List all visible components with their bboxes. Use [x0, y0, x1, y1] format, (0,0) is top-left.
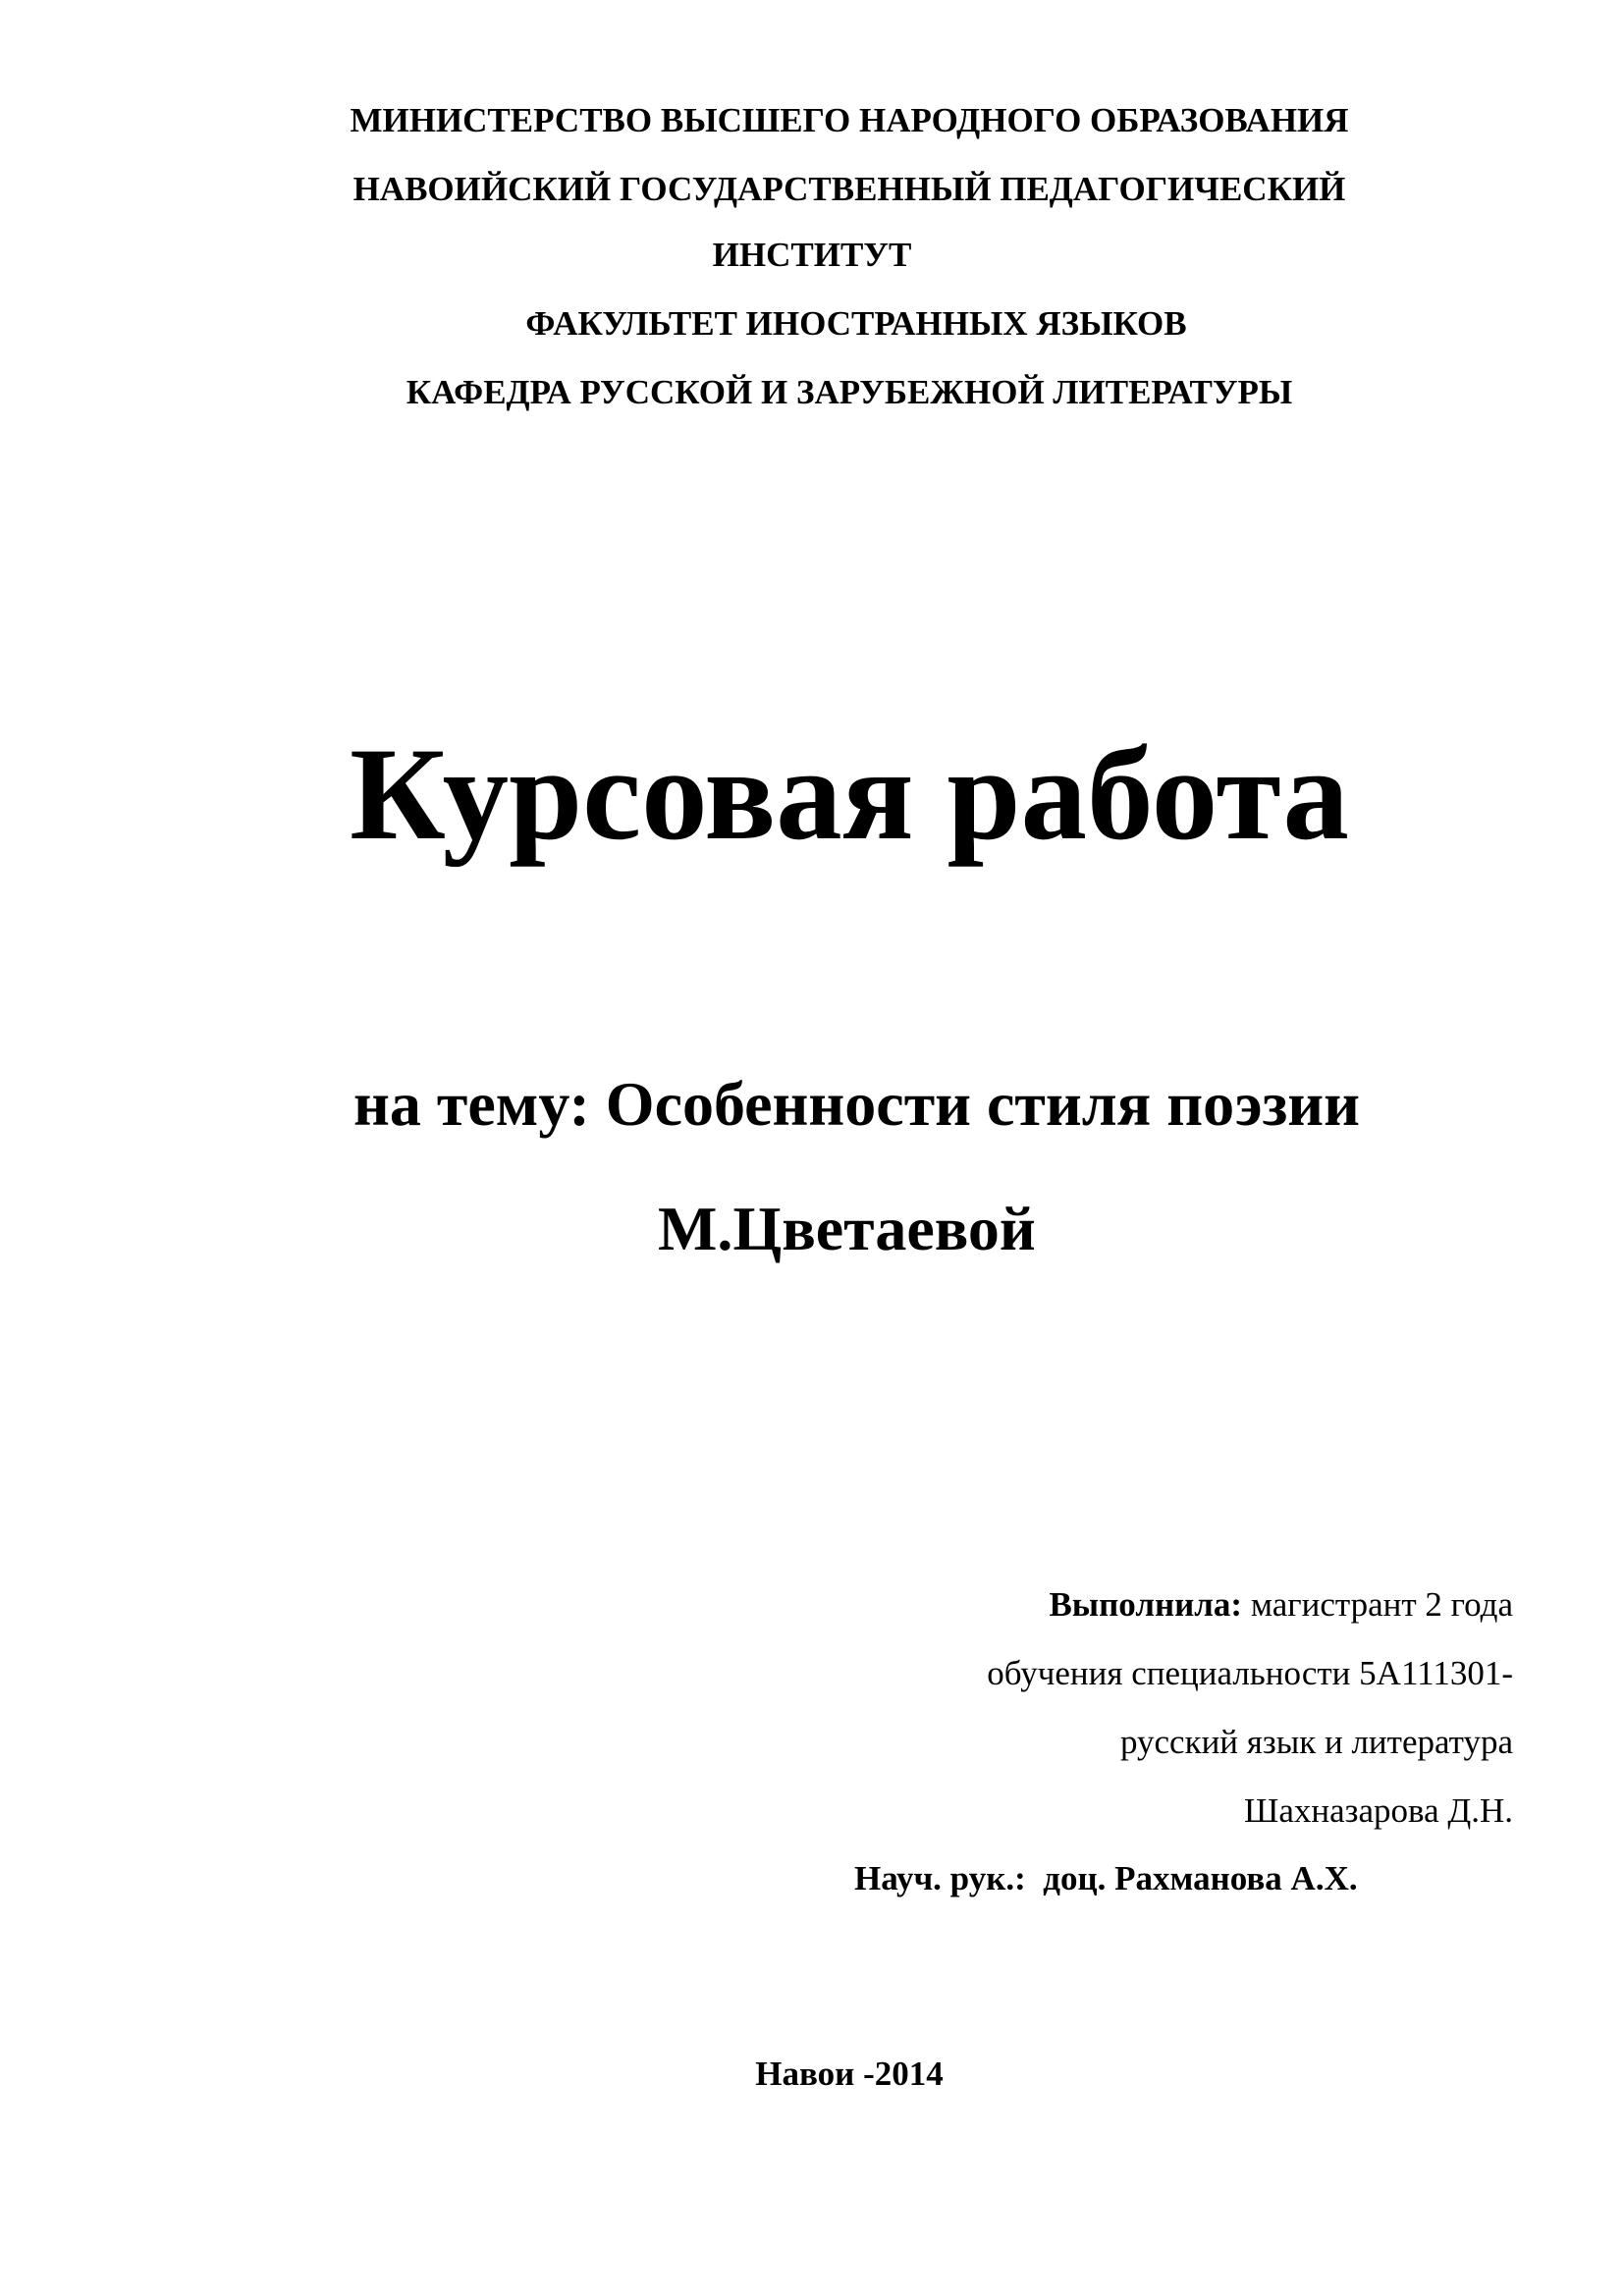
ministry-line: МИНИСТЕРСТВО ВЫСШЕГО НАРОДНОГО ОБРАЗОВАНИЯ	[350, 101, 1349, 139]
institute-line: НАВОИЙСКИЙ ГОСУДАРСТВЕННЫЙ ПЕДАГОГИЧЕСКИЙ	[352, 170, 1346, 208]
author-label: Выполнила:	[1049, 1585, 1243, 1624]
author-line-1	[1049, 1583, 1513, 1627]
author-name: Шахназарова Д.Н.	[1244, 1791, 1513, 1830]
topic-line-2: М.Цветаевой	[658, 1194, 1036, 1263]
document-title: Курсовая работа	[350, 721, 1349, 868]
author-line-3: русский язык и литература	[1119, 1723, 1513, 1761]
city-year: Навои -2014	[755, 2055, 944, 2093]
author-line-1-rest: магистрант 2 года	[1242, 1585, 1513, 1624]
faculty-line: ФАКУЛЬТЕТ ИНОСТРАННЫХ ЯЗЫКОВ	[525, 304, 1187, 343]
supervisor-line: Науч. рук.: доц. Рахманова А.Х.	[854, 1859, 1358, 1897]
author-line-2: обучения специальности 5А111301-	[987, 1654, 1513, 1692]
department-line: КАФЕДРА РУССКОЙ И ЗАРУБЕЖНОЙ ЛИТЕРАТУРЫ	[406, 373, 1293, 411]
institute-line-continued: ИНСТИТУТ	[712, 236, 912, 274]
topic-line-1: на тему: Особенности стиля поэзии	[353, 1069, 1361, 1139]
